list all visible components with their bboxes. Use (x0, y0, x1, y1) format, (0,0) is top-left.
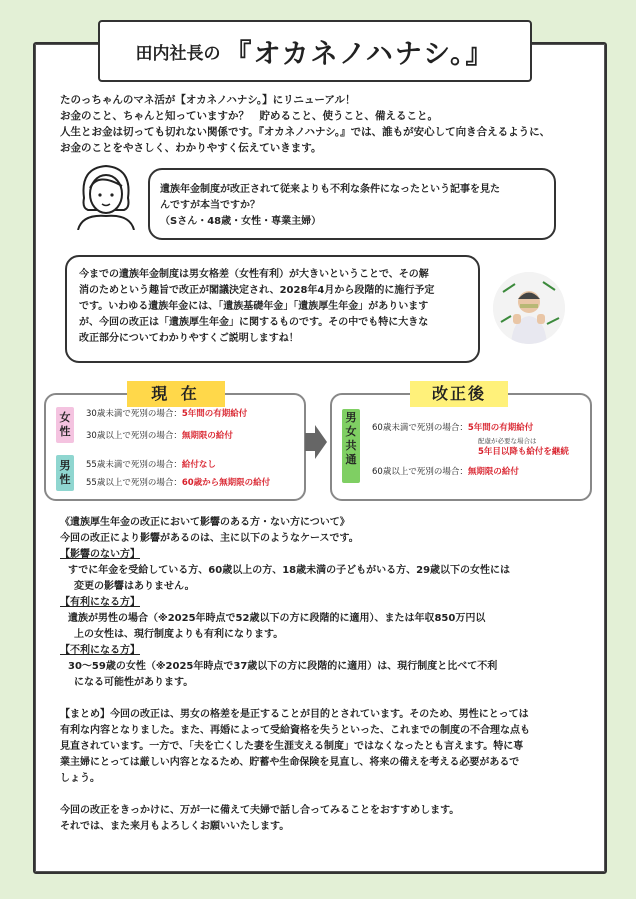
after-value: 無期限の給付 (467, 467, 519, 477)
intro-line: たのっちゃんのマネ活が【オカネノハナシ。】にリニューアル！ (60, 94, 356, 106)
male-tag: 男性 (56, 455, 74, 491)
body-line: 変更の影響はありません。 (74, 581, 195, 592)
summary-line: 見直されています。一方で、「夫を亡くした妻を生涯支える制度」ではなくなったとも言えます。特に専 (60, 741, 524, 752)
after-condition: 60歳未満で死別の場合： (372, 423, 468, 433)
section-title-disadvantaged: 【不利になる方】 (60, 645, 140, 656)
ceo-photo-icon (493, 272, 565, 344)
now-row (86, 458, 216, 470)
now-condition: 30歳以上で死別の場合： (86, 431, 182, 441)
revised-rules-panel (330, 393, 592, 501)
section-title-advantaged: 【有利になる方】 (60, 597, 140, 608)
after-row (372, 421, 533, 433)
now-row (86, 407, 247, 419)
after-value: 5年間の有期給付 (467, 423, 534, 433)
after-note: 配慮が必要な場合は (478, 437, 537, 445)
body-line: すでに年金を受給している方、60歳以上の方、18歳未満の子どもがいる方、29歳以下の女性には (68, 565, 511, 576)
now-value: 給付なし (181, 460, 216, 470)
answer-line: 今までの遺族年金制度は男女格差（女性有利）が大きいということで、その解 (79, 269, 429, 280)
now-condition: 30歳未満で死別の場合： (86, 409, 182, 419)
summary-line: 有利な内容となりました。また、再婚によって受給資格を失うといった、これまでの制度の不合理な点も (60, 725, 530, 736)
now-value: 60歳から無期限の給付 (181, 478, 271, 488)
intro-line: お金のことをやさしく、わかりやすく伝えていきます。 (60, 142, 322, 154)
now-condition: 55歳以上で死別の場合： (86, 478, 182, 488)
current-rules-panel (44, 393, 306, 501)
now-value: 無期限の給付 (181, 431, 233, 441)
after-row (372, 465, 519, 477)
answer-line: 消のためという趣旨で改正が閣議決定され、2028年4月から段階的に施行予定 (79, 285, 435, 296)
body-line: になる可能性があります。 (74, 677, 194, 688)
now-value: 5年間の有期給付 (181, 409, 248, 419)
summary-line: しょう。 (60, 773, 100, 784)
woman-avatar-icon (70, 158, 142, 230)
answer-line: が、今回の改正は「遺族厚生年金」に関するものです。その中でも特に大きな (79, 317, 429, 328)
title-prefix: 田内社長の (135, 43, 221, 64)
page-title: 『オカネノハナシ。』 (224, 38, 495, 70)
body-line: 30〜59歳の女性（※2025年時点で37歳以下の方に段階的に適用）は、現行制度と比べて不利 (68, 661, 498, 672)
now-row (86, 476, 270, 488)
body-line: 遺族が男性の場合（※2025年時点で52歳以下の方に段階的に適用）、または年収850万円以 (68, 613, 486, 624)
intro-text (60, 92, 580, 156)
title-box (98, 20, 532, 82)
question-line: 遺族年金制度が改正されて従来よりも不利な条件になったという記事を見た (160, 184, 500, 195)
after-note-value: 5年目以降も給付を継続 (478, 447, 569, 457)
section-title-unaffected: 【影響のない方】 (60, 549, 140, 560)
now-condition: 55歳未満で死別の場合： (86, 460, 182, 470)
answer-bubble (65, 255, 480, 363)
summary-line: 業主婦にとっては厳しい内容となるため、貯蓄や生命保険を見直し、将来の備えを考える必要があるで (60, 757, 520, 768)
intro-line: お金のこと、ちゃんと知っていますか？ 貯めること、使うこと、備えること。 (60, 110, 438, 122)
both-genders-tag: 男女共通 (342, 409, 360, 483)
answer-line: 改正部分についてわかりやすくご説明しますね！ (79, 333, 299, 344)
closing-line: 今回の改正をきっかけに、万が一に備えて夫婦で話し合ってみることをおすすめします。 (60, 805, 460, 816)
revised-label: 改正後 (410, 381, 508, 407)
current-label: 現 在 (127, 381, 225, 407)
lead-text: 今回の改正により影響があるのは、主に以下のようなケースです。 (60, 533, 359, 544)
arrow-right-icon (305, 425, 327, 459)
summary-line: 【まとめ】今回の改正は、男女の格差を是正することが目的とされています。そのため、男性にとっては (60, 709, 529, 720)
now-row (86, 429, 233, 441)
female-tag: 女性 (56, 407, 74, 443)
closing-line: それでは、また来月もよろしくお願いいたします。 (60, 821, 290, 832)
section-heading: 《遺族厚生年金の改正において影響のある方・ない方について》 (60, 517, 350, 528)
question-asker: （Sさん・48歳・女性・専業主婦） (160, 216, 322, 227)
body-line: 上の女性は、現行制度よりも有利になります。 (74, 629, 284, 640)
intro-line: 人生とお金は切っても切れない関係です。『オカネノハナシ。』では、誰もが安心して向き合えるように、 (60, 126, 551, 138)
answer-line: です。いわゆる遺族年金には、「遺族基礎年金」「遺族厚生年金」がありいます (79, 301, 429, 312)
after-note-row (478, 445, 569, 457)
article-body (60, 515, 590, 835)
question-line: んですが本当ですか？ (160, 200, 260, 211)
after-condition: 60歳以上で死別の場合： (372, 467, 468, 477)
question-bubble (148, 168, 556, 240)
